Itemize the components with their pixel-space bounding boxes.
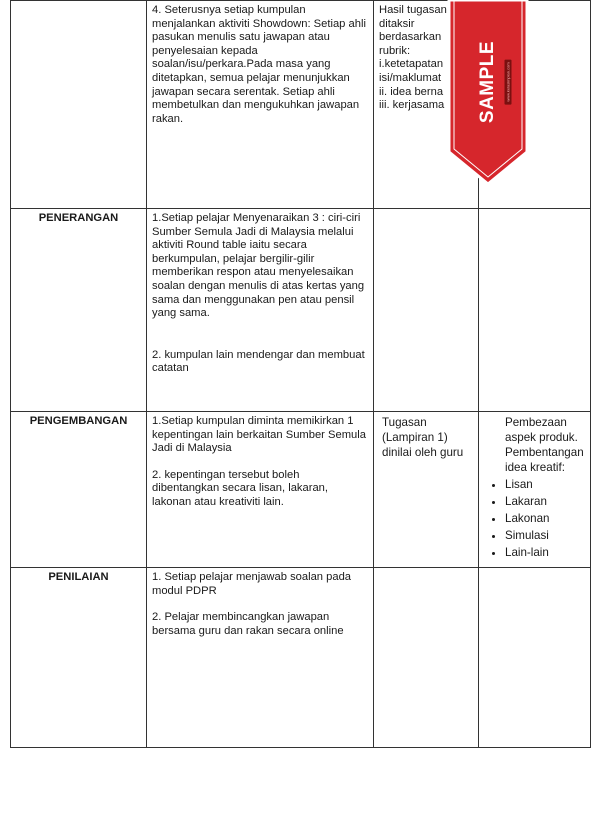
- assessment-cell: [374, 568, 479, 748]
- notes-line: Pembezaan: [505, 416, 567, 429]
- table-row: [11, 209, 591, 412]
- creative-idea-list: [487, 477, 585, 560]
- assessment-line: ii. idea berna: [379, 85, 444, 98]
- activity-cell: [147, 412, 374, 568]
- notes-line: aspek produk.: [505, 431, 578, 444]
- assessment-cell: [374, 209, 479, 412]
- activity-step-2: 2. kepentingan tersebut boleh dibentangkan secara lisan, lakaran, lakonan atau kreativiti lain.: [152, 468, 329, 508]
- watermark-word: SAMPLE: [477, 40, 498, 124]
- activity-step-4: 4. Seterusnya setiap kumpulan menjalankan aktiviti Showdown: Setiap ahli pasukan menulis satu jawapan atau penyelesaian kepada soalan/isu/perkara.Pada masa yang ditetapkan, semua pelajar menunjukkan jawapan secara serentak. Setiap ahli membetulkan dan mengukuhkan jawapan rakan.: [152, 4, 366, 125]
- notes-line: idea kreatif:: [505, 461, 565, 474]
- assessment-line: rubrik:: [379, 44, 411, 57]
- activity-step-1: 1.Setiap kumpulan diminta memikirkan 1 kepentingan lain berkaitan Sumber Semula Jadi di Malaysia: [152, 415, 366, 455]
- sample-watermark: [447, 0, 529, 186]
- activity-cell: [147, 1, 374, 209]
- assessment-line: isi/maklumat: [379, 71, 442, 84]
- list-item: • Simulasi: [505, 528, 585, 543]
- table-row: [11, 568, 591, 748]
- stage-penilaian: PENILAIAN: [11, 568, 147, 748]
- activity-step-1: 1.Setiap pelajar Menyenaraikan 3 : ciri-ciri Sumber Semula Jadi di Malaysia melalui aktiviti Round table iaitu secara berkumpulan, pelajar bergilir-gilir memberikan respon atau menyelesaikan soalan dengan menulis di atas kertas yang sama dan menggunakan pen atau pensil yang sama.: [152, 212, 365, 320]
- list-item: • Lain-lain: [505, 545, 585, 560]
- assessment-line: dinilai oleh guru: [382, 446, 464, 459]
- assessment-cell: [374, 412, 479, 568]
- assessment-line: (Lampiran 1): [382, 431, 448, 444]
- activity-cell: [147, 568, 374, 748]
- assessment-line: Hasil tugasan: [379, 4, 447, 16]
- list-item: • Lakaran: [505, 494, 585, 509]
- assessment-line: Tugasan: [382, 416, 427, 429]
- assessment-line: ditaksir: [379, 17, 415, 30]
- activity-cell: [147, 209, 374, 412]
- notes-cell: [479, 209, 591, 412]
- activity-step-1: 1. Setiap pelajar menjawab soalan pada modul PDPR: [152, 571, 352, 597]
- stage-pengembangan: PENGEMBANGAN: [11, 412, 147, 568]
- notes-cell: [479, 568, 591, 748]
- list-item: • Lakonan: [505, 511, 585, 526]
- notes-cell: [479, 412, 591, 568]
- watermark-tag: www.kelasimpian.com: [505, 59, 512, 104]
- assessment-line: iii. kerjasama: [379, 99, 445, 112]
- list-item: • Lisan: [505, 477, 585, 492]
- table-row: [11, 412, 591, 568]
- assessment-line: i.ketetapatan: [379, 58, 444, 71]
- activity-step-2: 2. kumpulan lain mendengar dan membuat catatan: [152, 348, 365, 375]
- stage-cell: [11, 1, 147, 209]
- notes-line: Pembentangan: [505, 446, 584, 459]
- activity-step-2: 2. Pelajar membincangkan jawapan bersama guru dan rakan secara online: [152, 611, 344, 637]
- stage-penerangan: PENERANGAN: [11, 209, 147, 412]
- assessment-line: berdasarkan: [379, 31, 442, 44]
